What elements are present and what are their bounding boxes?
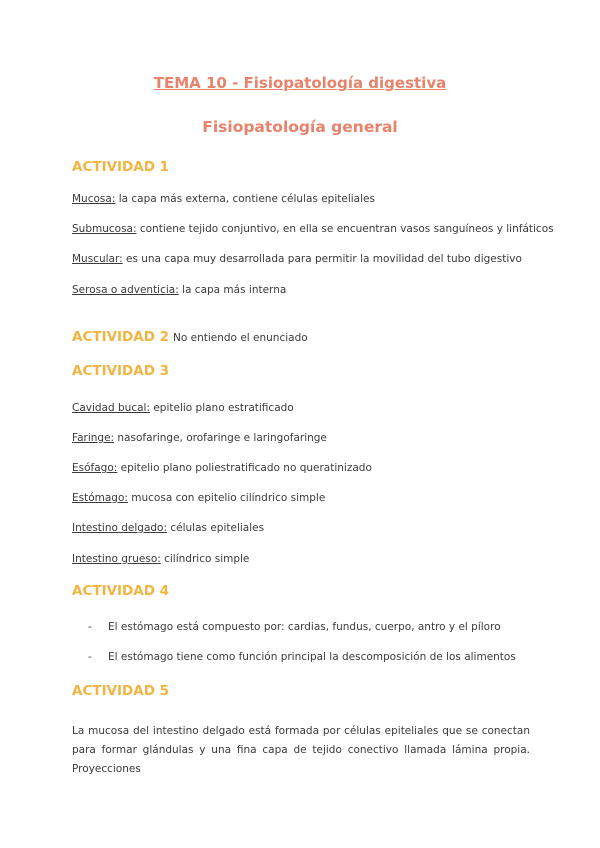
item-text: nasofaringe, orofaringe e laringofaringe <box>114 432 327 444</box>
dash-bullet-icon: - <box>88 621 92 633</box>
item-term: Estómago: <box>72 492 128 504</box>
activity-1-item <box>72 253 522 265</box>
activity-3-item <box>72 522 264 534</box>
activity-2-label: ACTIVIDAD 2 <box>72 329 170 345</box>
item-term: Faringe: <box>72 432 115 444</box>
activity-2-note: No entiendo el enunciado <box>173 332 308 344</box>
bullet-text: El estómago tiene como función principal la descomposición de los alimentos <box>108 651 516 663</box>
page-subtitle: Fisiopatología general <box>202 118 398 136</box>
item-term: Intestino delgado: <box>72 522 168 534</box>
activity-4-heading: ACTIVIDAD 4 <box>72 583 170 599</box>
activity-3-item <box>72 492 325 504</box>
activity-5-heading: ACTIVIDAD 5 <box>72 683 170 699</box>
item-term: Intestino grueso: <box>72 553 161 565</box>
item-text: mucosa con epitelio cilíndrico simple <box>127 492 326 504</box>
item-text: células epiteliales <box>167 522 265 534</box>
activity-1-item <box>72 223 554 235</box>
activity-1-heading: ACTIVIDAD 1 <box>72 159 170 175</box>
item-term: Mucosa: <box>72 193 116 205</box>
item-text: cilíndrico simple <box>160 553 250 565</box>
activity-2-heading <box>72 329 308 345</box>
item-text: contiene tejido conjuntivo, en ella se encuentran vasos sanguíneos y linfáticos <box>136 223 554 235</box>
activity-3-item <box>72 553 249 565</box>
page-title: TEMA 10 - Fisiopatología digestiva <box>153 74 447 92</box>
dash-bullet-icon: - <box>88 651 92 663</box>
item-term: Serosa o adventicia: <box>72 284 179 296</box>
item-text: es una capa muy desarrollada para permitir la movilidad del tubo digestivo <box>122 253 522 265</box>
activity-3-heading: ACTIVIDAD 3 <box>72 363 170 379</box>
item-term: Esófago: <box>72 462 118 474</box>
item-text: epitelio plano poliestratificado no queratinizado <box>117 462 372 474</box>
activity-3-item <box>72 462 372 474</box>
item-term: Submucosa: <box>72 223 137 235</box>
activity-5-paragraph: La mucosa del intestino delgado está formada por células epiteliales que se conectan para formar glándulas y una fina capa de tejido conectivo llamada lámina propia. Proyecciones <box>72 725 530 775</box>
item-text: la capa más interna <box>178 284 287 296</box>
activity-1-item <box>72 193 375 205</box>
item-term: Cavidad bucal: <box>72 402 150 414</box>
activity-1-item <box>72 284 286 296</box>
activity-3-item <box>72 432 327 444</box>
bullet-item <box>88 621 501 633</box>
bullet-text: El estómago está compuesto por: cardias, fundus, cuerpo, antro y el píloro <box>108 621 501 633</box>
item-text: epitelio plano estratificado <box>149 402 294 414</box>
bullet-item <box>88 651 516 663</box>
item-term: Muscular: <box>72 253 123 265</box>
activity-3-item <box>72 402 294 414</box>
item-text: la capa más externa, contiene células epiteliales <box>115 193 375 205</box>
